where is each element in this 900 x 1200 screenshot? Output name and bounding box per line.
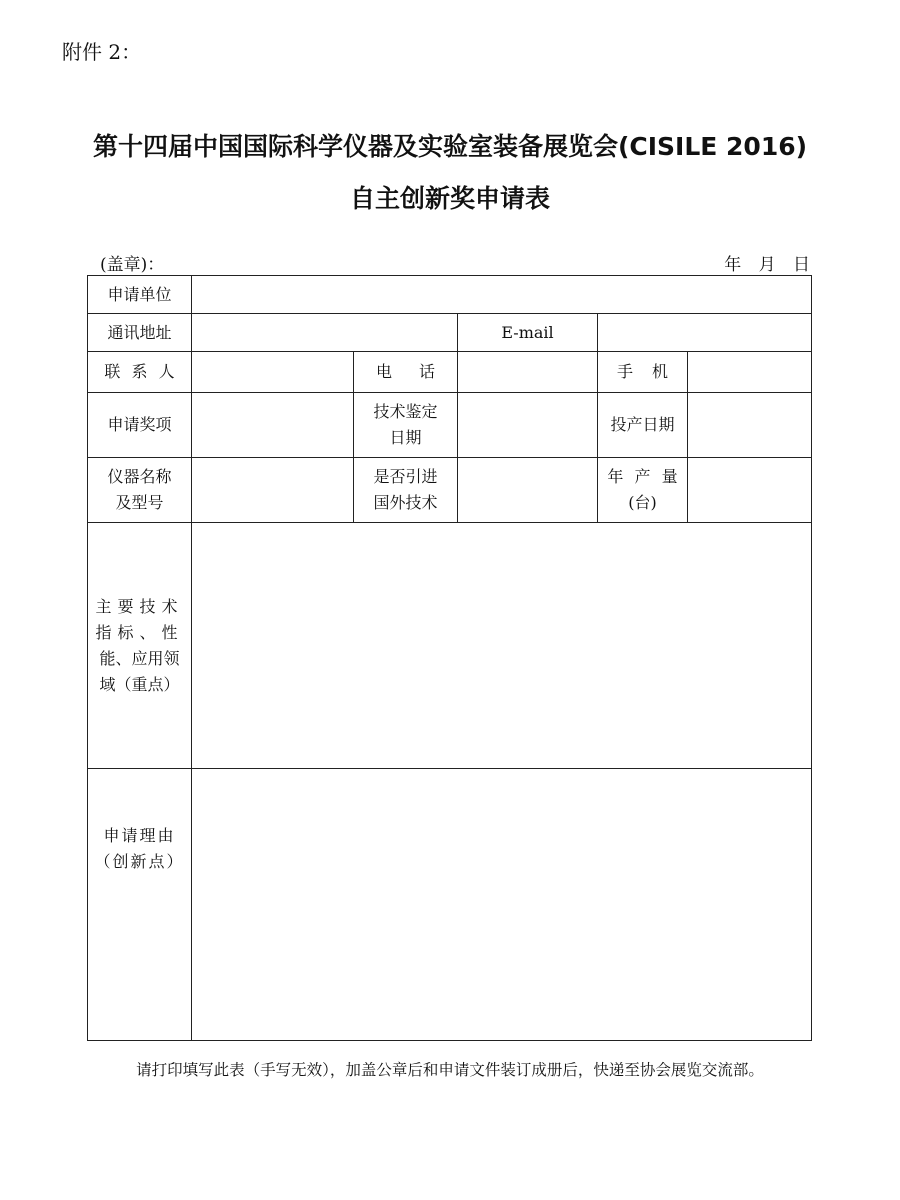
row-award <box>88 393 812 458</box>
field-contact[interactable] <box>192 352 354 393</box>
label-contact: 联 系 人 <box>88 352 192 393</box>
seal-label: (盖章)： <box>100 255 165 275</box>
field-tech-appraisal-date[interactable] <box>458 393 598 458</box>
form-title: 第十四届中国国际科学仪器及实验室装备展览会(CISILE 2016) <box>92 132 808 161</box>
label-phone: 电 话 <box>354 352 458 393</box>
row-contact <box>88 352 812 393</box>
date-label: 年 月 日 <box>724 255 810 275</box>
label-main-specs-line2: 指标、性 <box>95 622 184 642</box>
field-production-date[interactable] <box>688 393 812 458</box>
field-applicant-unit[interactable] <box>192 276 812 314</box>
row-reason <box>88 769 812 1041</box>
footer-note: 请打印填写此表（手写无效），加盖公章后和申请文件装订成册后，快递至协会展览交流部。 <box>136 1061 764 1079</box>
field-address[interactable] <box>192 314 458 352</box>
label-reason-line2: （创新点） <box>94 852 185 871</box>
label-foreign-tech <box>354 458 458 523</box>
label-applicant-unit: 申请单位 <box>88 276 192 314</box>
label-tech-appraisal-date-line2: 日期 <box>389 428 422 447</box>
label-annual-output-line2: (台) <box>628 493 657 512</box>
row-main-specs <box>88 523 812 769</box>
label-foreign-tech-line1: 是否引进 <box>373 467 438 486</box>
label-reason <box>88 769 192 1041</box>
field-instrument-name[interactable] <box>192 458 354 523</box>
label-instrument-name-line2: 及型号 <box>115 493 164 512</box>
label-tech-appraisal-date <box>354 393 458 458</box>
label-award-item: 申请奖项 <box>88 393 192 458</box>
label-annual-output-line1: 年 产 量 <box>607 467 678 486</box>
field-award-item[interactable] <box>192 393 354 458</box>
row-applicant-unit <box>88 276 812 314</box>
label-instrument-name <box>88 458 192 523</box>
label-instrument-name-line1: 仪器名称 <box>107 467 172 486</box>
label-annual-output <box>598 458 688 523</box>
label-production-date: 投产日期 <box>598 393 688 458</box>
row-address <box>88 314 812 352</box>
attachment-label: 附件 2： <box>62 40 142 64</box>
field-phone[interactable] <box>458 352 598 393</box>
field-email[interactable] <box>598 314 812 352</box>
label-address: 通讯地址 <box>88 314 192 352</box>
label-main-specs <box>88 523 192 769</box>
field-annual-output[interactable] <box>688 458 812 523</box>
label-foreign-tech-line2: 国外技术 <box>373 493 438 512</box>
label-mobile: 手 机 <box>598 352 688 393</box>
label-main-specs-line1: 主要技术 <box>95 596 184 616</box>
application-form-table <box>87 275 812 1041</box>
field-reason[interactable] <box>192 769 812 1041</box>
label-main-specs-line3: 能、应用领 <box>99 648 180 668</box>
label-email: E-mail <box>458 314 598 352</box>
form-subtitle: 自主创新奖申请表 <box>349 184 550 213</box>
field-foreign-tech[interactable] <box>458 458 598 523</box>
label-reason-line1: 申请理由 <box>103 826 176 845</box>
label-main-specs-line4: 域（重点） <box>99 674 180 694</box>
label-tech-appraisal-date-line1: 技术鉴定 <box>373 402 438 421</box>
field-main-specs[interactable] <box>192 523 812 769</box>
field-mobile[interactable] <box>688 352 812 393</box>
row-instrument <box>88 458 812 523</box>
